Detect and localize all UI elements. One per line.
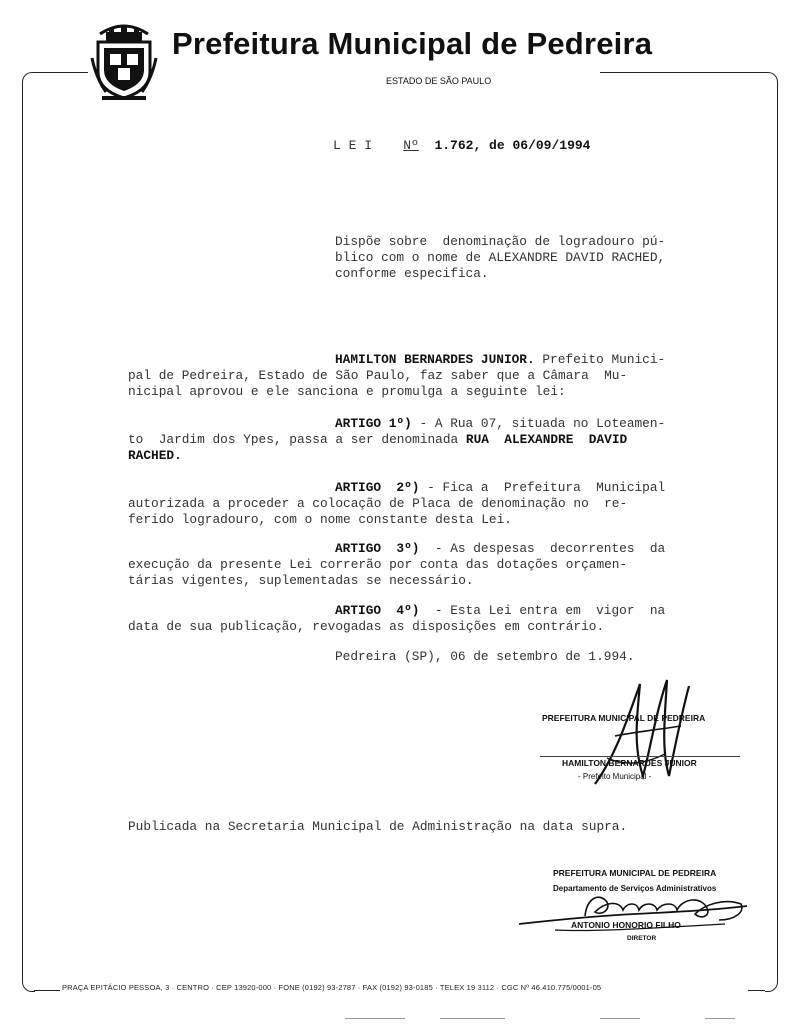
article-line: autorizada a proceder a colocação de Placa de denominação no re- xyxy=(128,496,628,511)
page-frame-left xyxy=(22,72,35,992)
article-line: tárias vigentes, suplementadas se necessário. xyxy=(128,573,474,588)
director-signature-name: ANTONIO HONORIO FILHO xyxy=(571,920,681,930)
preamble-line-3: nicipal aprovou e ele sanciona e promulga a seguinte lei: xyxy=(128,384,566,399)
admin-department: Departamento de Serviços Administrativos xyxy=(553,884,717,893)
footer-address: PRAÇA EPITÁCIO PESSOA, 3 · CENTRO · CEP 13920-000 · FONE (0192) 93-2787 · FAX (0192) 93-0185 · TELEX 19 3112 · CGC Nº 46.410.775/0001-05 xyxy=(62,983,602,992)
summary-line: blico com o nome de ALEXANDRE DAVID RACHED, xyxy=(335,250,666,265)
law-summary xyxy=(335,234,665,282)
page-title: Prefeitura Municipal de Pedreira xyxy=(172,26,653,61)
article-line: to Jardim dos Ypes, passa a ser denominada xyxy=(128,432,466,447)
publication-note: Publicada na Secretaria Municipal de Administração na data supra. xyxy=(128,819,628,834)
page-frame-top-right xyxy=(600,72,765,73)
scan-artifact xyxy=(600,1018,640,1019)
signature-line xyxy=(540,756,740,757)
mayor-stamp: PREFEITURA MUNICIPAL DE PEDREIRA xyxy=(542,713,706,723)
page-frame-bottom-left xyxy=(34,990,60,991)
summary-line: conforme especifica. xyxy=(335,266,489,281)
summary-line: Dispõe sobre denominação de logradouro pú- xyxy=(335,234,666,249)
preamble-line-2: pal de Pedreira, Estado de São Paulo, faz saber que a Câmara Mu- xyxy=(128,368,628,383)
director-signature-role: DIRETOR xyxy=(627,935,657,942)
mayor-signature-role: - Prefeito Municipal - xyxy=(578,772,652,781)
law-heading xyxy=(333,138,590,153)
law-number-label: Nº xyxy=(403,138,419,153)
article-4 xyxy=(128,603,665,635)
article-3 xyxy=(128,541,665,589)
article-line: - Fica a Prefeitura Municipal xyxy=(419,480,666,495)
dateline: Pedreira (SP), 06 de setembro de 1.994. xyxy=(335,649,635,664)
article-line: - A Rua 07, situada no Loteamen- xyxy=(411,416,666,431)
admin-stamp: PREFEITURA MUNICIPAL DE PEDREIRA xyxy=(553,868,717,878)
article-label: ARTIGO 4º) xyxy=(335,603,420,618)
law-label: L E I xyxy=(333,138,373,153)
scan-artifact xyxy=(345,1018,405,1019)
article-line: - As despesas decorrentes da xyxy=(419,541,666,556)
article-line: ferido logradouro, com o nome constante desta Lei. xyxy=(128,512,512,527)
street-name-cont: RACHED. xyxy=(128,448,182,463)
mayor-signature-name: HAMILTON BERNARDES JUNIOR xyxy=(562,758,697,768)
mayor-name: HAMILTON BERNARDES JUNIOR. xyxy=(335,352,535,367)
article-label: ARTIGO 2º) xyxy=(335,480,420,495)
article-line: - Esta Lei entra em vigor na xyxy=(419,603,666,618)
state-subtitle: ESTADO DE SÃO PAULO xyxy=(386,76,492,86)
article-line: execução da presente Lei correrão por conta das dotações orçamen- xyxy=(128,557,628,572)
scan-artifact xyxy=(705,1018,735,1019)
preamble-line-1: Prefeito Munici- xyxy=(534,352,666,367)
article-label: ARTIGO 1º) xyxy=(335,416,412,431)
page-frame-right xyxy=(765,72,778,992)
scan-artifact xyxy=(440,1018,505,1019)
article-2 xyxy=(128,480,665,528)
article-line: data de sua publicação, revogadas as disposições em contrário. xyxy=(128,619,605,634)
article-1 xyxy=(128,416,665,464)
page-frame-top-left xyxy=(34,72,88,73)
article-label: ARTIGO 3º) xyxy=(335,541,420,556)
preamble xyxy=(128,352,665,400)
page-frame-bottom-right xyxy=(748,990,765,991)
street-name: RUA ALEXANDRE DAVID xyxy=(465,432,628,447)
law-number: 1.762, de 06/09/1994 xyxy=(434,138,591,153)
municipal-crest-icon xyxy=(90,18,158,104)
